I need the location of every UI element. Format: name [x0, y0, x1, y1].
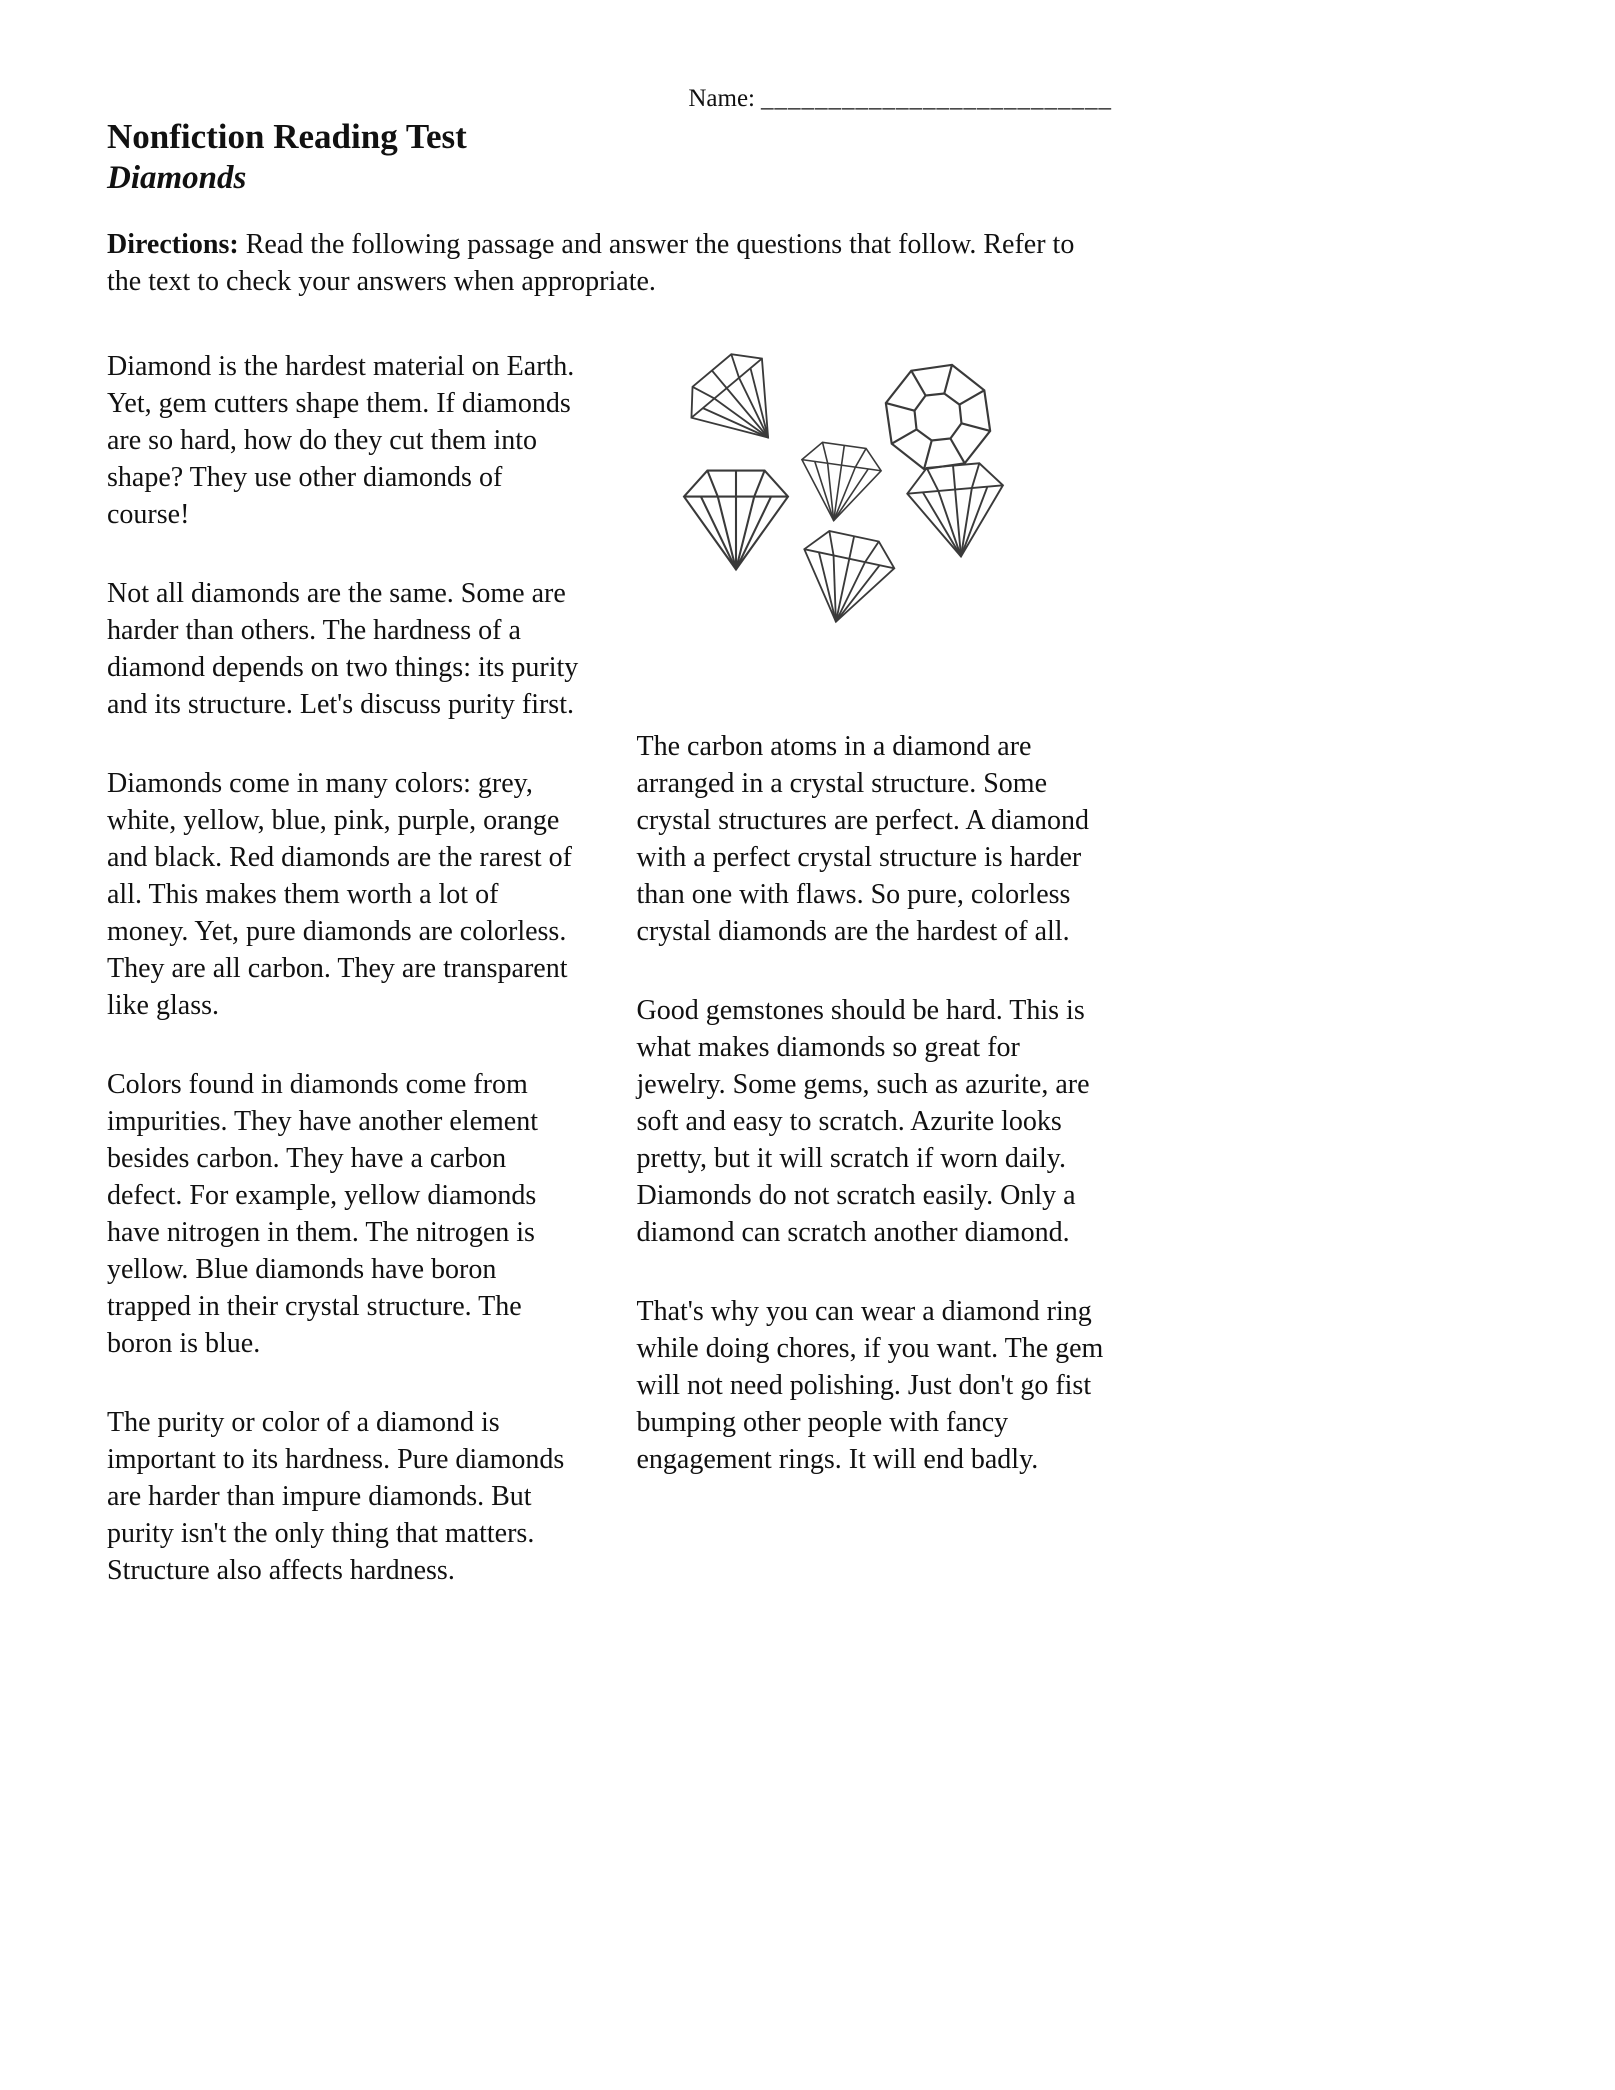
- passage-columns: [107, 348, 1112, 1631]
- directions-label: Directions:: [107, 229, 239, 261]
- passage-left-column: [107, 348, 583, 1631]
- passage-paragraph: That's why you can wear a diamond ring while doing chores, if you want. The gem will not need polishing. Just don't go fist bumping other people with fancy engagement rings. It will end badly.: [636, 1296, 1104, 1476]
- passage-paragraph: Diamonds come in many colors: grey, white, yellow, blue, pink, purple, orange and black. Red diamonds are the rarest of all. This makes them worth a lot of money. Yet, pure diamonds are colorless. They are all carbon. They are transparent like glass.: [107, 768, 572, 1022]
- passage-paragraph: The purity or color of a diamond is important to its hardness. Pure diamonds are harder than impure diamonds. But purity isn't the only thing that matters. Structure also affects hardness.: [107, 1407, 565, 1587]
- passage-paragraph: Not all diamonds are the same. Some are harder than others. The hardness of a diamond depends on two things: its purity and its structure. Let's discuss purity first.: [107, 578, 579, 721]
- diamond-group: [679, 348, 1009, 631]
- page-subtitle: Diamonds: [107, 160, 247, 197]
- diamond-icon: [871, 351, 1003, 483]
- diamond-icon: [794, 440, 884, 526]
- passage-paragraph: Colors found in diamonds come from impurities. They have another element besides carbon. They have a carbon defect. For example, yellow diamonds have nitrogen in them. The nitrogen is yellow. Blue diamonds have boron trapped in their crystal structure. The boron is blue.: [107, 1069, 539, 1360]
- diamonds-illustration: [637, 354, 1113, 614]
- diamond-icon: [679, 348, 803, 467]
- name-blank-line: __________________________: [761, 85, 1112, 112]
- passage-paragraph: The carbon atoms in a diamond are arranged in a crystal structure. Some crystal structures are perfect. A diamond with a perfect crystal structure is harder than one with flaws. So pure, colorless crystal diamonds are the hardest of all.: [636, 731, 1089, 948]
- directions-text: Read the following passage and answer the questions that follow. Refer to the text to check your answers when appropriate.: [107, 229, 1075, 298]
- passage-right-column: [637, 348, 1113, 1631]
- diamond-icon: [790, 527, 898, 632]
- name-row: [107, 85, 1112, 113]
- page-title: Nonfiction Reading Test: [107, 117, 467, 156]
- directions: [107, 226, 1112, 300]
- diamond-line-art-svg: [679, 348, 1049, 638]
- passage-paragraph: Good gemstones should be hard. This is what makes diamonds so great for jewelry. Some gems, such as azurite, are soft and easy to scratch. Azurite looks pretty, but it will scratch if worn daily. Diamonds do not scratch easily. Only a diamond can scratch another diamond.: [636, 995, 1090, 1249]
- name-label: Name:: [688, 85, 755, 112]
- diamond-icon: [905, 462, 1009, 561]
- passage-paragraph: Diamond is the hardest material on Earth. Yet, gem cutters shape them. If diamonds are so hard, how do they cut them into shape? They use other diamonds of course!: [107, 351, 575, 531]
- diamond-icon: [684, 471, 788, 570]
